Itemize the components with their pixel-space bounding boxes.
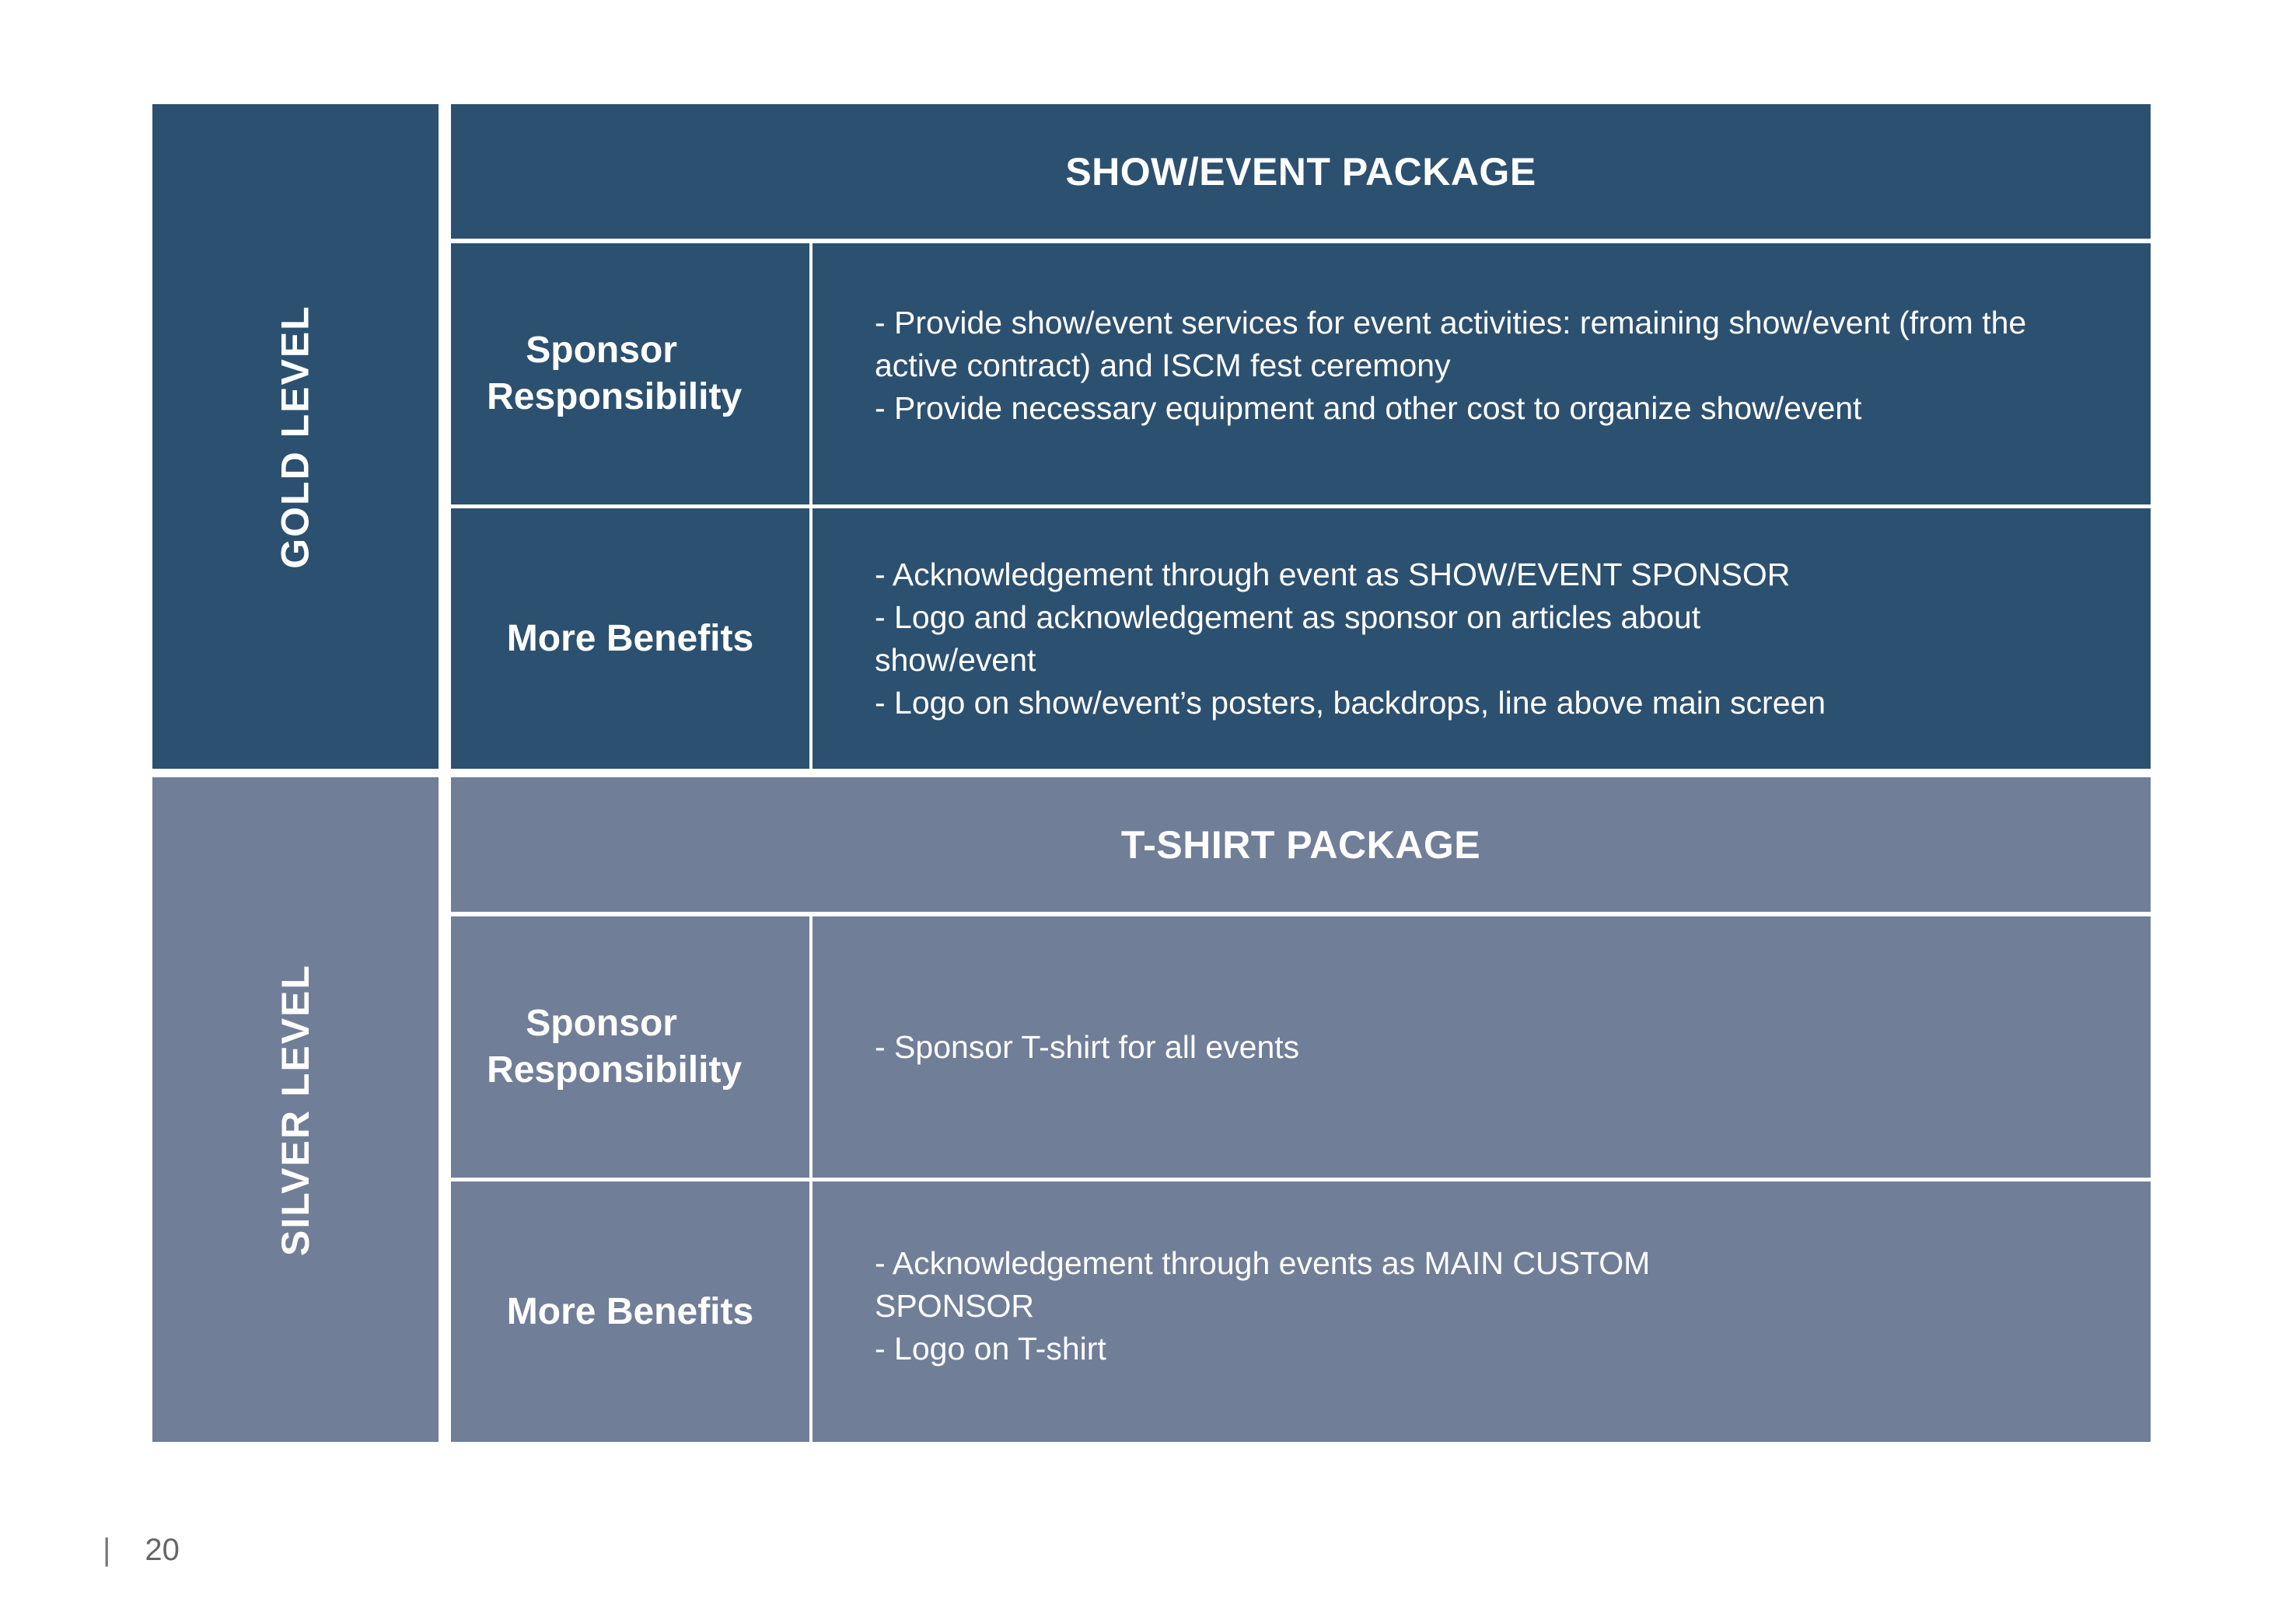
silver-benefits-list xyxy=(875,1242,1808,1370)
gold-sponsor-label-line2: Responsibility xyxy=(487,376,743,417)
gold-benefits-item: - Logo on show/event’s posters, backdrops, line above main screen xyxy=(875,684,1826,721)
gold-package-title: SHOW/EVENT PACKAGE xyxy=(1065,149,1536,194)
gold-sponsor-item: - Provide necessary equipment and other cost to organize show/event xyxy=(875,389,1862,426)
gold-package-header xyxy=(451,104,2151,239)
page-number: 20 xyxy=(145,1532,180,1567)
gold-benefits-list xyxy=(875,553,1855,724)
silver-sponsor-label-line1: Sponsor xyxy=(526,1003,677,1044)
silver-sponsor-list xyxy=(875,1026,1299,1069)
silver-benefits-content-cell xyxy=(813,1181,2151,1442)
silver-sponsor-label-cell xyxy=(451,916,809,1178)
gold-level-panel xyxy=(152,104,439,769)
gold-sponsor-content-cell xyxy=(813,243,2151,504)
silver-benefits-item: - Acknowledgement through events as MAIN CUSTOM SPONSOR xyxy=(875,1245,1651,1324)
silver-benefits-label: More Benefits xyxy=(506,1290,754,1332)
gold-sponsor-item: - Provide show/event services for event activities: remaining show/event (from the active contract) and ISCM fest ceremony xyxy=(875,304,2027,383)
page-footer xyxy=(103,1527,180,1573)
gold-benefits-label-cell xyxy=(451,508,809,769)
silver-level-panel xyxy=(152,777,439,1442)
gold-benefits-content-cell xyxy=(813,508,2151,769)
silver-sponsor-content-cell xyxy=(813,916,2151,1178)
gold-benefits-item: - Acknowledgement through event as SHOW/EVENT SPONSOR xyxy=(875,556,1791,592)
gold-benefits-item: - Logo and acknowledgement as sponsor on articles about show/event xyxy=(875,599,1701,678)
silver-package-header xyxy=(451,777,2151,912)
gold-sponsor-label-cell xyxy=(451,243,809,504)
footer-separator: | xyxy=(103,1532,111,1567)
gold-sponsor-label-line1: Sponsor xyxy=(526,330,677,371)
silver-sponsor-item: - Sponsor T-shirt for all events xyxy=(875,1028,1300,1065)
gold-level-label: GOLD LEVEL xyxy=(274,304,317,569)
gold-benefits-label: More Benefits xyxy=(506,617,754,659)
silver-benefits-label-cell xyxy=(451,1181,809,1442)
silver-sponsor-label-line2: Responsibility xyxy=(487,1049,743,1091)
silver-level-label: SILVER LEVEL xyxy=(274,963,317,1256)
silver-package-title: T-SHIRT PACKAGE xyxy=(1120,822,1481,867)
gold-sponsor-list xyxy=(875,302,2088,430)
silver-benefits-item: - Logo on T-shirt xyxy=(875,1331,1106,1366)
